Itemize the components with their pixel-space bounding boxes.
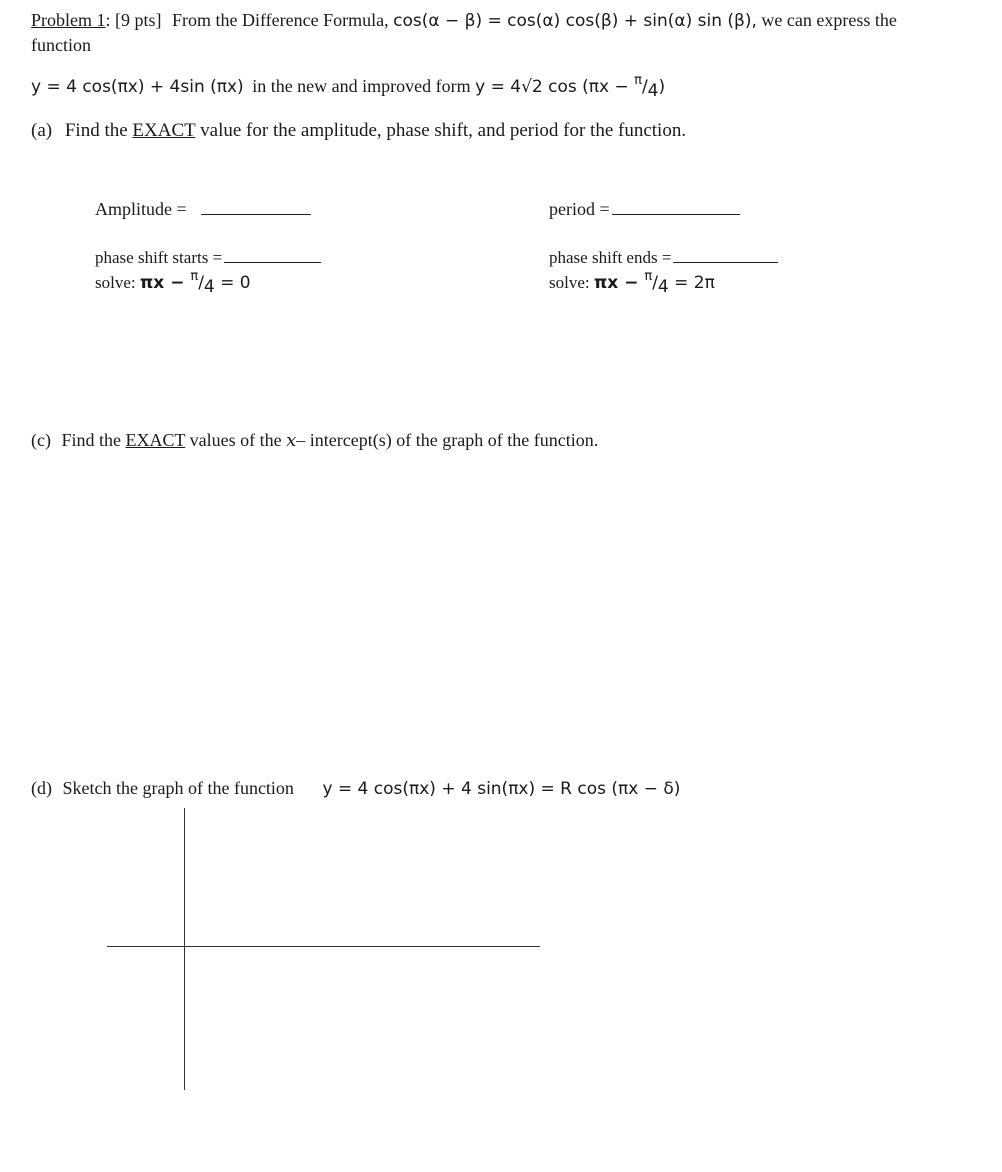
period-label: period = (549, 199, 610, 219)
problem-label: Problem 1 (31, 10, 106, 30)
phase-end-blank[interactable] (673, 248, 778, 263)
part-c-label: (c) (31, 430, 51, 450)
part-d-formula: y = 4 cos(πx) + 4 sin(πx) = R cos (πx − δ) (322, 779, 681, 799)
phase-end-label: phase shift ends = (549, 248, 672, 267)
phase-start-solve: solve: πx − $^\pi$/4 = 0 (95, 269, 251, 297)
original-function: y = 4 cos(πx) + 4sin (πx) (31, 77, 244, 97)
period-field (549, 199, 740, 220)
difference-formula: cos(α − β) = cos(α) cos(β) + sin(α) sin (β), (393, 11, 757, 31)
improved-form-line (31, 73, 666, 101)
improved-function: y = 4√2 cos (πx − $^\pi$/4) (475, 73, 666, 101)
exact-emphasis-c: EXACT (125, 430, 186, 450)
part-c-question: (c) Find the EXACT values of the x– intercept(s) of the graph of the function. (31, 430, 599, 451)
y-axis (184, 808, 185, 1090)
problem-header: Problem 1: [9 pts] From the Difference Formula, cos(α − β) = cos(α) cos(β) + sin(α) sin (β), we can express the (31, 10, 897, 31)
part-a-question: (a) Find the EXACT value for the amplitude, phase shift, and period for the function. (31, 120, 687, 141)
improved-form-text: in the new and improved form (252, 76, 471, 96)
phase-start-equation: πx − $^\pi$/4 = 0 (139, 269, 251, 297)
part-a-label: (a) (31, 120, 53, 141)
problem-intro: From the Difference Formula, (172, 10, 389, 30)
amplitude-label: Amplitude = (95, 199, 187, 219)
x-axis (107, 946, 540, 947)
exact-emphasis: EXACT (132, 120, 196, 141)
amplitude-blank[interactable] (201, 200, 311, 215)
x-variable: x (286, 430, 297, 451)
period-blank[interactable] (612, 200, 740, 215)
problem-points: [9 pts] (115, 10, 162, 30)
phase-start-field (95, 248, 321, 268)
phase-start-label: phase shift starts = (95, 248, 223, 267)
problem-outro-line2: function (31, 35, 91, 55)
phase-end-solve: solve: πx − $^\pi$/4 = 2π (549, 269, 715, 297)
amplitude-field (95, 199, 311, 220)
part-d-question: (d) Sketch the graph of the function y = 4 cos(πx) + 4 sin(πx) = R cos (πx − δ) (31, 778, 681, 799)
part-d-label: (d) (31, 778, 52, 798)
problem-outro: we can express the (761, 10, 897, 30)
phase-end-field (549, 248, 778, 268)
phase-start-blank[interactable] (224, 248, 321, 263)
phase-end-equation: πx − $^\pi$/4 = 2π (593, 269, 715, 297)
